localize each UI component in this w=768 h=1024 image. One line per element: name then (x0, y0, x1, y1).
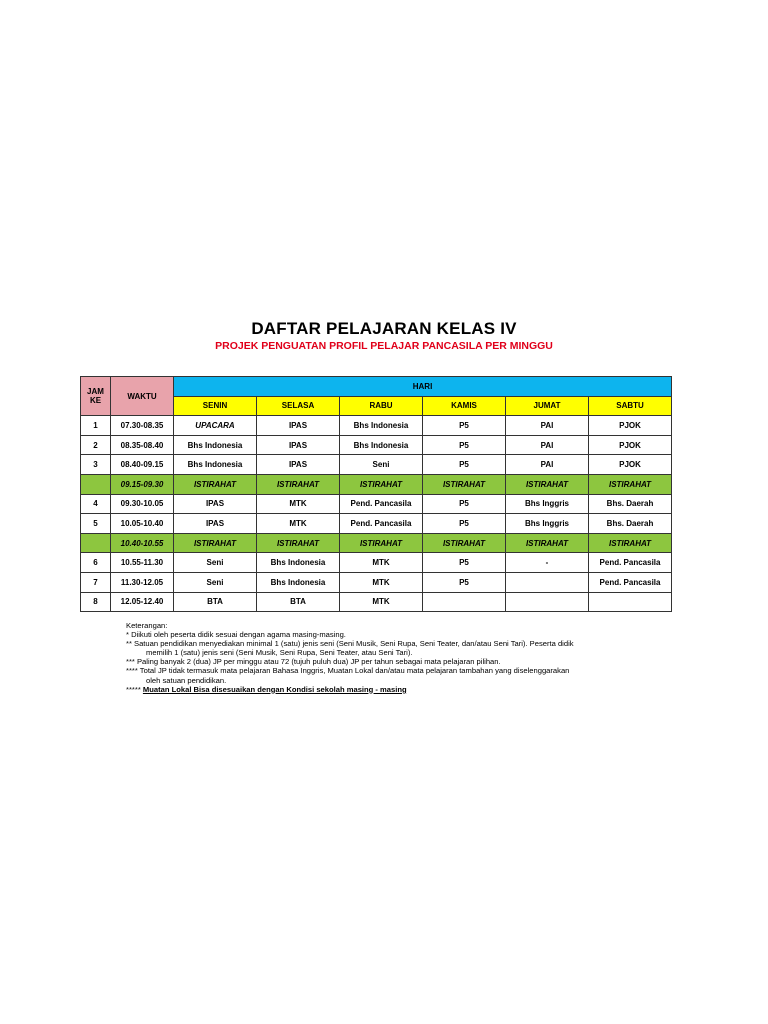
waktu-cell: 08.40-09.15 (111, 455, 174, 475)
break-cell: ISTIRAHAT (340, 533, 423, 553)
subject-cell: PAI (506, 416, 589, 436)
page-title: DAFTAR PELAJARAN KELAS IV (251, 319, 517, 338)
subject-cell: P5 (423, 416, 506, 436)
subject-cell: Pend. Pancasila (340, 514, 423, 534)
header-waktu: WAKTU (111, 377, 174, 416)
subject-cell: P5 (423, 494, 506, 514)
break-cell: ISTIRAHAT (174, 474, 257, 494)
table-row (81, 455, 672, 475)
subject-cell: MTK (340, 592, 423, 612)
subject-cell: P5 (423, 514, 506, 534)
jam-cell: 7 (81, 572, 111, 592)
subject-cell: IPAS (257, 455, 340, 475)
jam-cell (81, 474, 111, 494)
waktu-cell: 10.05-10.40 (111, 514, 174, 534)
subject-cell: UPACARA (174, 416, 257, 436)
subject-cell: BTA (257, 592, 340, 612)
subject-cell: P5 (423, 553, 506, 573)
break-row (81, 474, 672, 494)
subject-cell: PJOK (589, 416, 672, 436)
jam-cell: 1 (81, 416, 111, 436)
waktu-cell: 07.30-08.35 (111, 416, 174, 436)
subject-cell: Bhs Inggris (506, 494, 589, 514)
subject-cell: PAI (506, 455, 589, 475)
subject-cell: BTA (174, 592, 257, 612)
jam-cell: 6 (81, 553, 111, 573)
waktu-cell: 12.05-12.40 (111, 592, 174, 612)
break-row (81, 533, 672, 553)
jam-cell: 5 (81, 514, 111, 534)
jam-cell: 4 (81, 494, 111, 514)
header-jam-ke: JAM KE (81, 377, 111, 416)
subject-cell: Bhs. Daerah (589, 494, 672, 514)
note-5-prefix: ***** (126, 684, 141, 694)
header-day: SELASA (257, 396, 340, 416)
break-cell: ISTIRAHAT (589, 533, 672, 553)
subject-cell: Seni (174, 572, 257, 592)
subject-cell: MTK (257, 514, 340, 534)
note-3: *** Paling banyak 2 (dua) JP per minggu atau 72 (tujuh puluh dua) JP per tahun sebagai mata pelajaran pilihan. (126, 657, 501, 667)
subject-cell: Bhs Inggris (506, 514, 589, 534)
subject-cell: Bhs Indonesia (174, 435, 257, 455)
break-cell: ISTIRAHAT (257, 474, 340, 494)
note-1: * Diikuti oleh peserta didik sesuai dengan agama masing-masing. (126, 630, 346, 640)
header-day: KAMIS (423, 396, 506, 416)
subject-cell: Pend. Pancasila (589, 572, 672, 592)
subject-cell: Bhs. Daerah (589, 514, 672, 534)
break-cell: ISTIRAHAT (257, 533, 340, 553)
subject-cell: - (506, 553, 589, 573)
subject-cell: Bhs Indonesia (257, 572, 340, 592)
table-row (81, 572, 672, 592)
subject-cell: P5 (423, 455, 506, 475)
break-cell: ISTIRAHAT (506, 474, 589, 494)
subject-cell: IPAS (257, 416, 340, 436)
table-row (81, 592, 672, 612)
note-4: **** Total JP tidak termasuk mata pelajaran Bahasa Inggris, Muatan Lokal dan/atau mata pelajaran tambahan yang diselenggarakan (126, 666, 570, 676)
subject-cell: MTK (257, 494, 340, 514)
notes-section (126, 621, 726, 694)
subject-cell: IPAS (174, 514, 257, 534)
subject-cell: MTK (340, 572, 423, 592)
break-cell: ISTIRAHAT (423, 474, 506, 494)
jam-cell: 8 (81, 592, 111, 612)
break-cell: ISTIRAHAT (423, 533, 506, 553)
subject-cell: Bhs Indonesia (340, 416, 423, 436)
break-cell: ISTIRAHAT (174, 533, 257, 553)
page-subtitle: PROJEK PENGUATAN PROFIL PELAJAR PANCASILA PER MINGGU (215, 340, 553, 352)
note-2-cont: memilih 1 (satu) jenis seni (Seni Musik, Seni Rupa, Seni Teater, atau Seni Tari). (146, 648, 413, 658)
waktu-cell: 11.30-12.05 (111, 572, 174, 592)
subject-cell: IPAS (174, 494, 257, 514)
waktu-cell: 09.30-10.05 (111, 494, 174, 514)
subject-cell: IPAS (257, 435, 340, 455)
subject-cell: Bhs Indonesia (257, 553, 340, 573)
subject-cell: Bhs Indonesia (340, 435, 423, 455)
table-row (81, 416, 672, 436)
note-5 (126, 685, 726, 694)
table-row (81, 553, 672, 573)
subject-cell (589, 592, 672, 612)
jam-cell (81, 533, 111, 553)
subject-cell: PJOK (589, 435, 672, 455)
table-row (81, 494, 672, 514)
subject-cell: Seni (340, 455, 423, 475)
note-4-cont: oleh satuan pendidikan. (146, 675, 227, 685)
subject-cell: Pend. Pancasila (589, 553, 672, 573)
notes-heading: Keterangan: (126, 621, 168, 630)
header-day: JUMAT (506, 396, 589, 416)
header-day: RABU (340, 396, 423, 416)
waktu-cell: 10.40-10.55 (111, 533, 174, 553)
subject-cell: Bhs Indonesia (174, 455, 257, 475)
subject-cell: PJOK (589, 455, 672, 475)
subject-cell: Pend. Pancasila (340, 494, 423, 514)
break-cell: ISTIRAHAT (589, 474, 672, 494)
table-row (81, 435, 672, 455)
waktu-cell: 09.15-09.30 (111, 474, 174, 494)
break-cell: ISTIRAHAT (340, 474, 423, 494)
jam-cell: 2 (81, 435, 111, 455)
subject-cell: Seni (174, 553, 257, 573)
header-day: SENIN (174, 396, 257, 416)
subject-cell: MTK (340, 553, 423, 573)
waktu-cell: 10.55-11.30 (111, 553, 174, 573)
subject-cell: P5 (423, 435, 506, 455)
subject-cell: PAI (506, 435, 589, 455)
schedule-table (80, 376, 672, 612)
header-day: SABTU (589, 396, 672, 416)
header-hari: HARI (174, 377, 672, 397)
note-2: ** Satuan pendidikan menyediakan minimal 1 (satu) jenis seni (Seni Musik, Seni Rupa, Seni Teater, dan/atau Seni Tari). Peserta didik (126, 639, 574, 649)
subject-cell (506, 572, 589, 592)
jam-cell: 3 (81, 455, 111, 475)
subject-cell (423, 592, 506, 612)
break-cell: ISTIRAHAT (506, 533, 589, 553)
waktu-cell: 08.35-08.40 (111, 435, 174, 455)
subject-cell (506, 592, 589, 612)
table-row (81, 514, 672, 534)
note-5-text: Muatan Lokal Bisa disesuaikan dengan Kondisi sekolah masing - masing (142, 684, 407, 694)
subject-cell: P5 (423, 572, 506, 592)
header-row-hari (81, 377, 672, 397)
